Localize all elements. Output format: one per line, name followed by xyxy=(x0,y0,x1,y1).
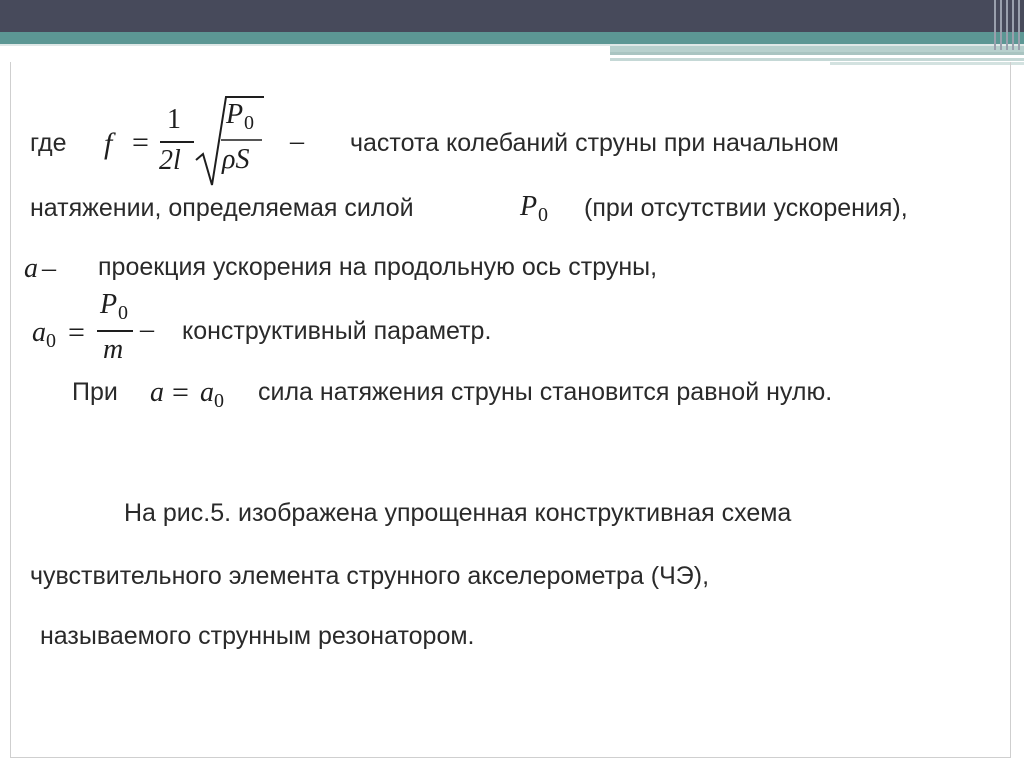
formula-dash: – xyxy=(290,126,304,157)
formula-f: f xyxy=(104,127,113,160)
formula-numerator: 1 xyxy=(167,104,181,135)
para2-line2: чувствительного элемента струнного акселерометра (ЧЭ), xyxy=(30,562,710,590)
denominator-m: m xyxy=(103,334,124,365)
word-where: где xyxy=(30,129,67,157)
line1-text: частота колебаний струны при начальном xyxy=(350,129,839,157)
lhs-a: a xyxy=(32,317,46,348)
line2-text-a: натяжении, определяемая силой xyxy=(30,194,414,222)
eq-equals: = xyxy=(172,376,189,409)
lhs-a-subscript: 0 xyxy=(46,330,56,352)
line3-text: проекция ускорения на продольную ось струны, xyxy=(98,253,658,281)
radicand-P-subscript: 0 xyxy=(244,112,254,134)
eq-a: a xyxy=(150,377,164,408)
numerator-P-subscript: 0 xyxy=(118,302,128,324)
line3-dash: – xyxy=(42,253,56,284)
numerator-P: P xyxy=(100,289,118,320)
para2-line1: На рис.5. изображена упрощенная конструктивная схема xyxy=(124,499,792,527)
formula-equals: = xyxy=(132,126,149,159)
line4-dash: – xyxy=(140,314,154,345)
symbol-P-subscript: 0 xyxy=(538,204,548,226)
line4-text: конструктивный параметр. xyxy=(182,317,492,345)
fraction-bar-2 xyxy=(97,330,133,332)
para2-line3: называемого струнным резонатором. xyxy=(40,622,475,650)
radicand-rho-S: ρS xyxy=(222,144,250,175)
eq-a0-subscript: 0 xyxy=(214,390,224,412)
eq-a0: a xyxy=(200,377,214,408)
symbol-P: P xyxy=(520,191,538,222)
formula-denominator: 2l xyxy=(159,145,181,176)
symbol-a: a xyxy=(24,253,38,284)
radicand-P: P xyxy=(226,99,244,130)
line2-text-b: (при отсутствии ускорения), xyxy=(584,194,908,222)
line4-equals: = xyxy=(68,316,85,349)
line5-text-a: При xyxy=(72,378,118,406)
line5-text-b: сила натяжения струны становится равной нулю. xyxy=(258,378,833,406)
